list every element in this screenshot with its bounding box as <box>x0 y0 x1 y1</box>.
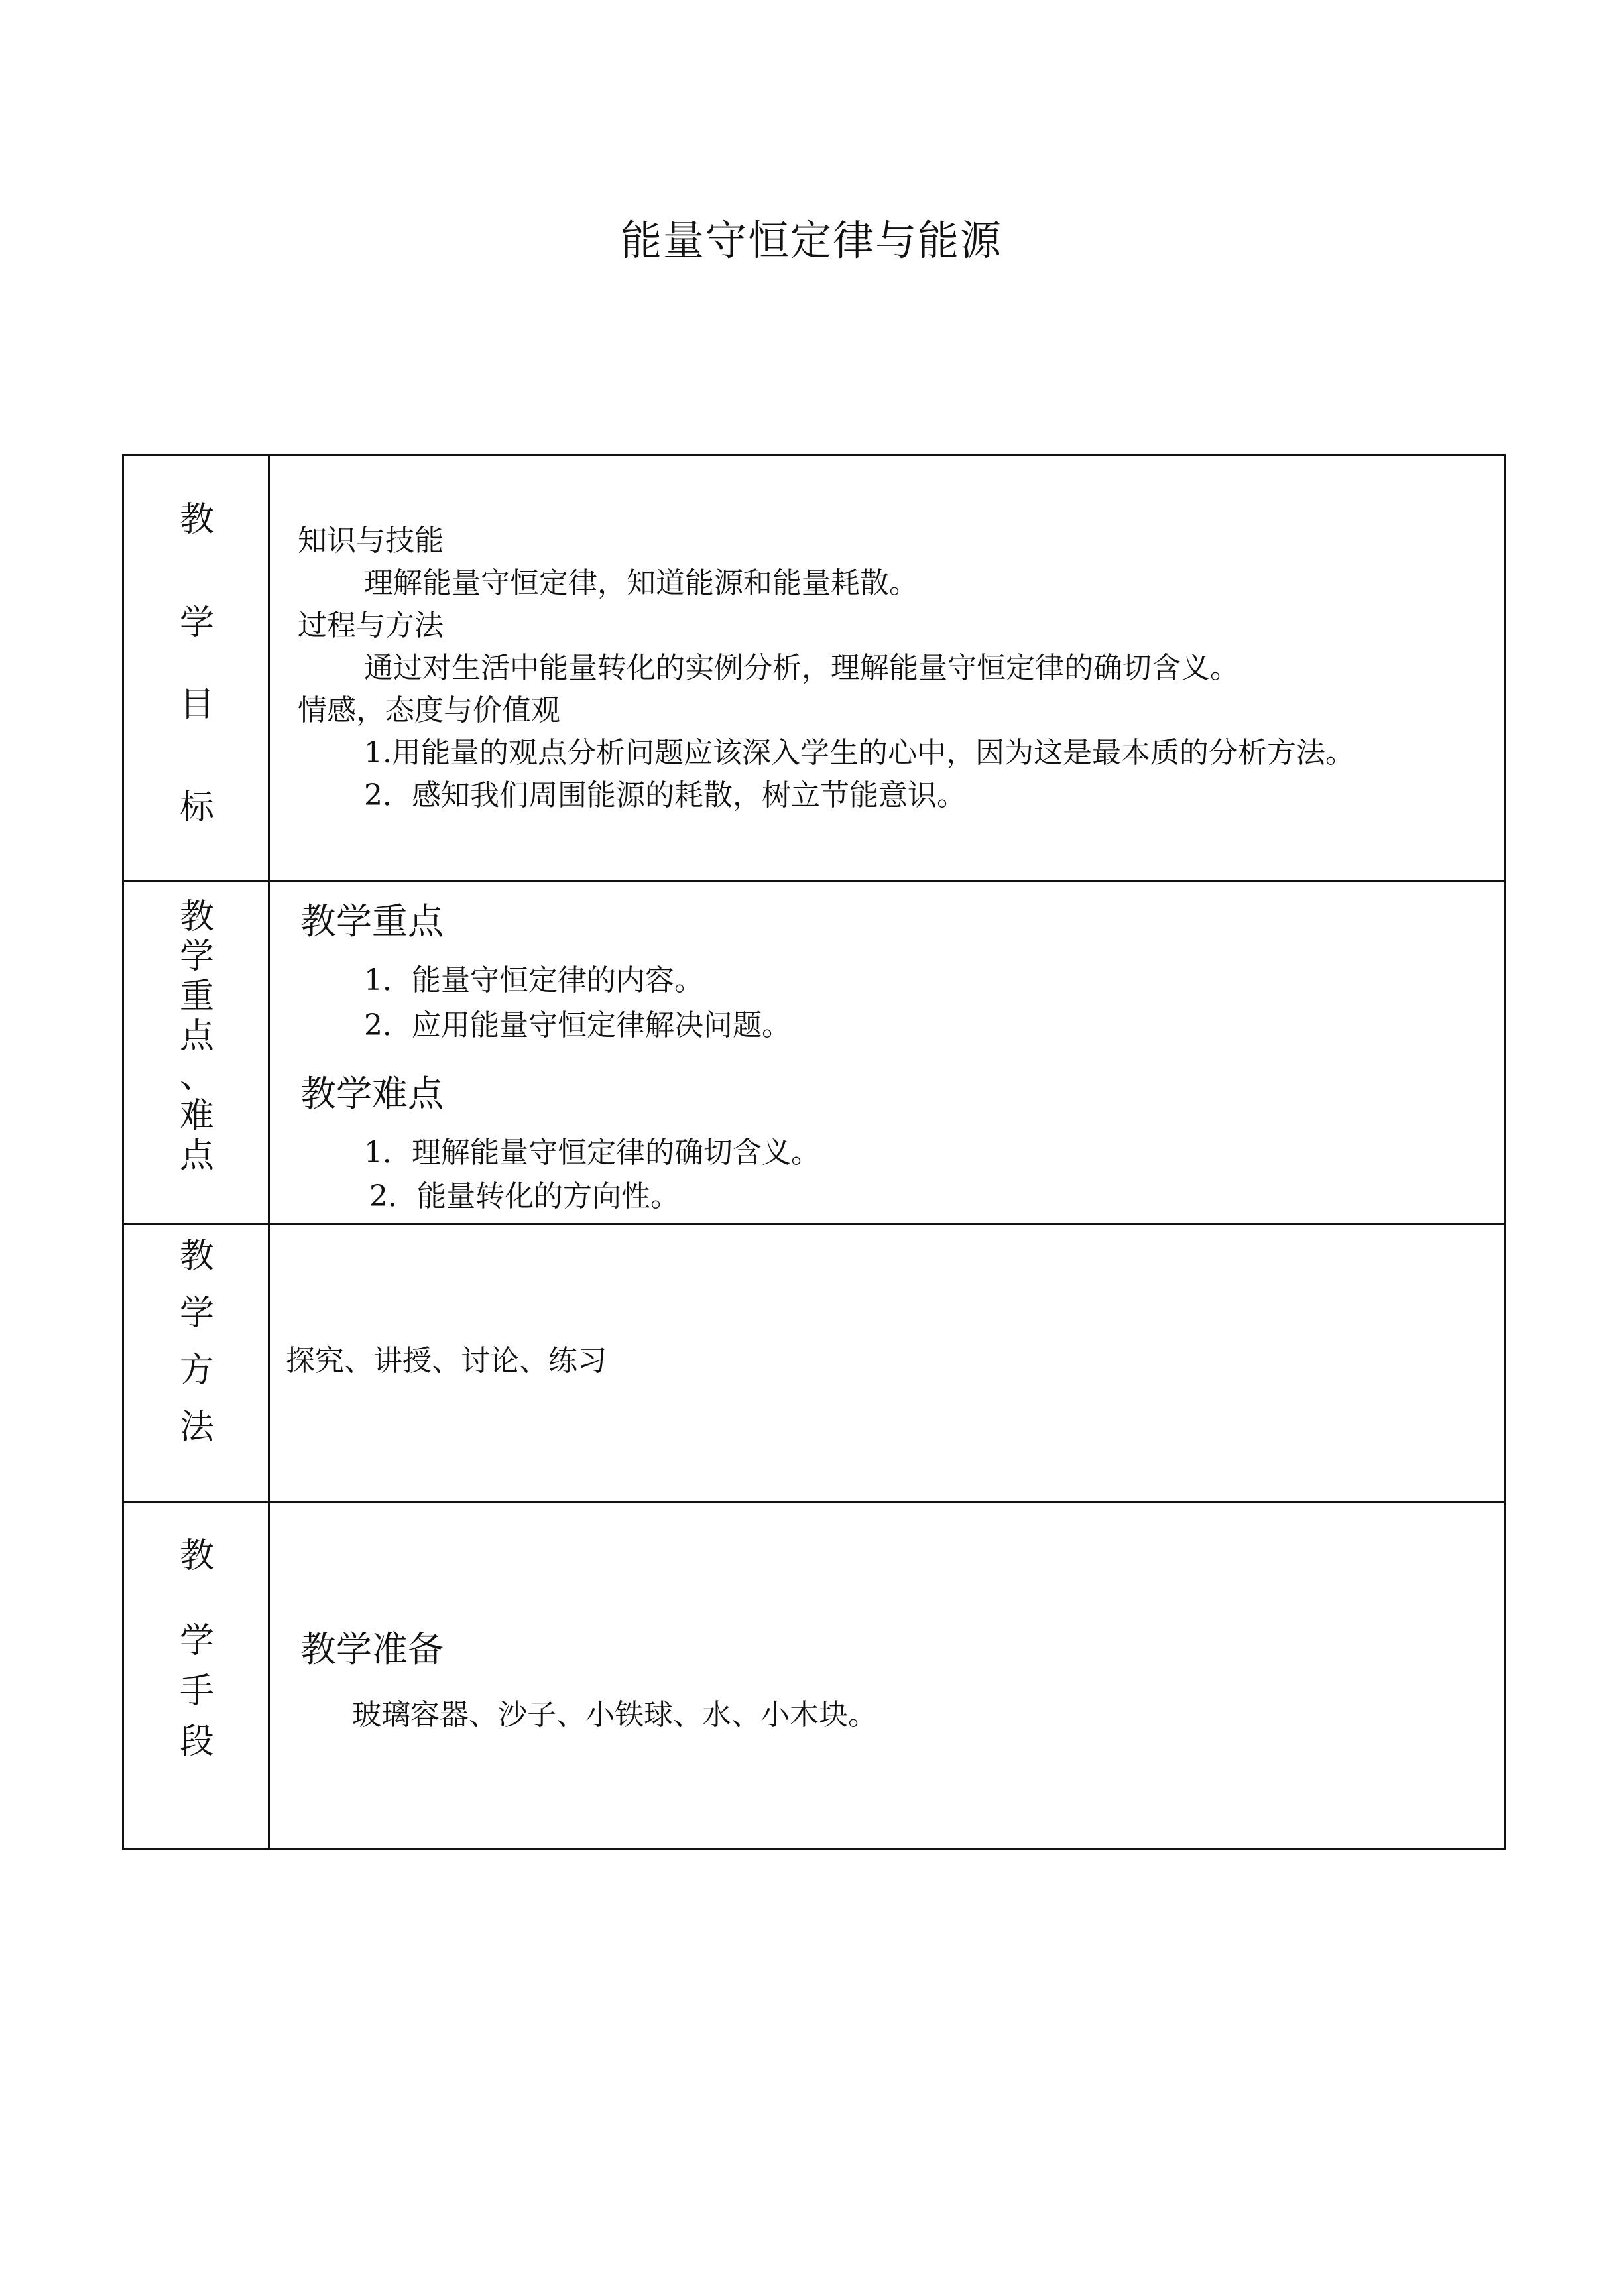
label-char: 重 <box>179 977 214 1016</box>
objective-text: 理解能量守恒定律，知道能源和能量耗散。 <box>364 566 918 600</box>
label-teaching-means <box>124 1503 270 1848</box>
label-char: 教 <box>179 897 214 937</box>
label-char: 学 <box>179 1294 214 1333</box>
objective-text: 通过对生活中能量转化的实例分析，理解能量守恒定律的确切含义。 <box>364 651 1239 685</box>
teaching-preparation-text: 玻璃容器、沙子、小铁球、水、小木块。 <box>352 1698 877 1732</box>
content-teaching-methods <box>270 1225 1504 1501</box>
label-char: 手 <box>179 1671 214 1711</box>
label-char: 学 <box>179 1621 214 1661</box>
heading-knowledge-skills: 知识与技能 <box>298 524 444 558</box>
objective-text: 2．感知我们周围能源的耗散，树立节能意识。 <box>364 778 966 812</box>
label-char: 标 <box>179 788 214 827</box>
objective-text: 1.用能量的观点分析问题应该深入学生的心中，因为这是最本质的分析方法。 <box>364 736 1354 770</box>
heading-difficulties: 教学难点 <box>300 1073 444 1115</box>
row-teaching-means <box>124 1503 1504 1848</box>
label-char: 点 <box>179 1016 214 1056</box>
content-key-points-difficulties <box>270 882 1504 1223</box>
label-teaching-methods <box>124 1225 270 1501</box>
label-char: 法 <box>179 1408 214 1447</box>
document-title: 能量守恒定律与能源 <box>620 216 1002 265</box>
heading-key-points: 教学重点 <box>300 900 444 942</box>
lesson-plan-table <box>122 454 1506 1850</box>
label-char: 难 <box>179 1096 214 1136</box>
row-key-points-difficulties <box>124 882 1504 1225</box>
label-char: 段 <box>179 1722 214 1762</box>
content-teaching-means <box>270 1503 1504 1848</box>
heading-teaching-preparation: 教学准备 <box>300 1628 444 1670</box>
label-char: 、 <box>179 1056 214 1096</box>
difficulty-item: 1．理解能量守恒定律的确切含义。 <box>364 1136 820 1170</box>
label-char: 方 <box>179 1351 214 1390</box>
label-char: 教 <box>179 1237 214 1276</box>
row-teaching-methods <box>124 1225 1504 1503</box>
row-teaching-objectives <box>124 456 1504 882</box>
key-point-item: 1．能量守恒定律的内容。 <box>364 963 703 997</box>
label-key-points-difficulties <box>124 882 270 1223</box>
teaching-methods-text: 探究、讲授、讨论、练习 <box>286 1344 607 1378</box>
label-teaching-objectives <box>124 456 270 880</box>
heading-process-method: 过程与方法 <box>298 609 444 642</box>
label-char: 学 <box>179 603 214 643</box>
label-char: 学 <box>179 937 214 977</box>
label-char: 教 <box>179 1536 214 1576</box>
label-char: 目 <box>179 685 214 725</box>
label-vertical-text <box>124 897 270 1176</box>
content-teaching-objectives <box>270 456 1504 880</box>
difficulty-item: 2．能量转化的方向性。 <box>369 1179 680 1213</box>
label-char: 点 <box>179 1136 214 1176</box>
heading-emotion-attitude-values: 情感，态度与价值观 <box>298 694 560 727</box>
key-point-item: 2．应用能量守恒定律解决问题。 <box>364 1008 791 1042</box>
label-char: 教 <box>179 500 214 540</box>
